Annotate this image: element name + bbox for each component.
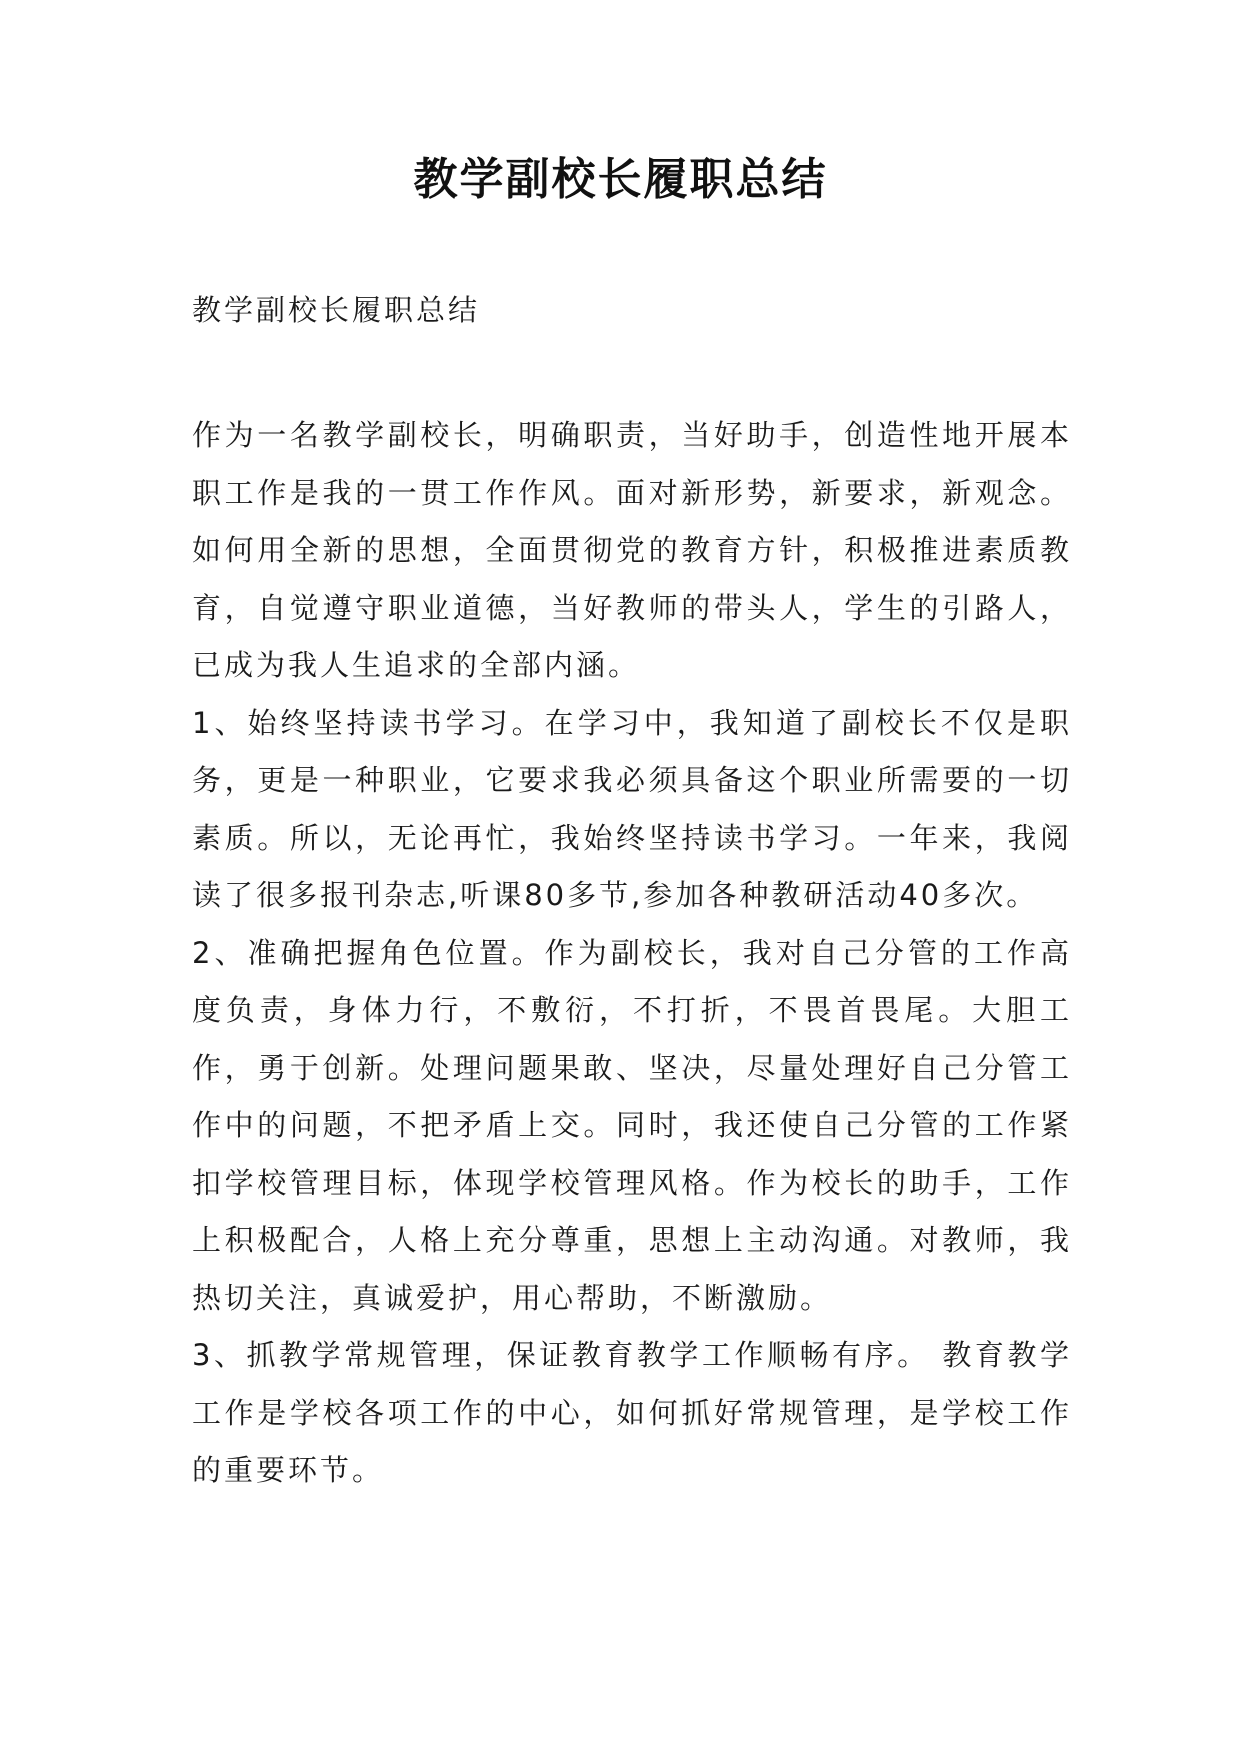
document-body [192, 407, 1072, 1500]
document-title: 教学副校长履职总结 [413, 154, 828, 205]
paragraph-item-1: 1、始终坚持读书学习。在学习中，我知道了副校长不仅是职务，更是一种职业，它要求我必须具备这个职业所需要的一切素质。所以，无论再忙，我始终坚持读书学习。一年来，我阅读了很多报刊杂志,听课80多节,参加各种教研活动40多次。 [192, 705, 1072, 912]
document-subtitle: 教学副校长履职总结 [192, 293, 481, 327]
paragraph-item-2: 2、准确把握角色位置。作为副校长，我对自己分管的工作高度负责，身体力行，不敷衍，不打折，不畏首畏尾。大胆工作，勇于创新。处理问题果敢、坚决，尽量处理好自己分管工作中的问题，不把矛盾上交。同时，我还使自己分管的工作紧扣学校管理目标，体现学校管理风格。作为校长的助手，工作上积极配合，人格上充分尊重，思想上主动沟通。对教师，我热切关注，真诚爱护，用心帮助，不断激励。 [192, 935, 1072, 1315]
paragraph-intro: 作为一名教学副校长，明确职责，当好助手，创造性地开展本职工作是我的一贯工作作风。面对新形势，新要求，新观念。如何用全新的思想，全面贯彻党的教育方针，积极推进素质教育，自觉遵守职业道德，当好教师的带头人，学生的引路人，已成为我人生追求的全部内涵。 [192, 418, 1072, 682]
paragraph-item-3: 3、抓教学常规管理，保证教育教学工作顺畅有序。 教育教学工作是学校各项工作的中心，如何抓好常规管理，是学校工作的重要环节。 [192, 1338, 1072, 1487]
